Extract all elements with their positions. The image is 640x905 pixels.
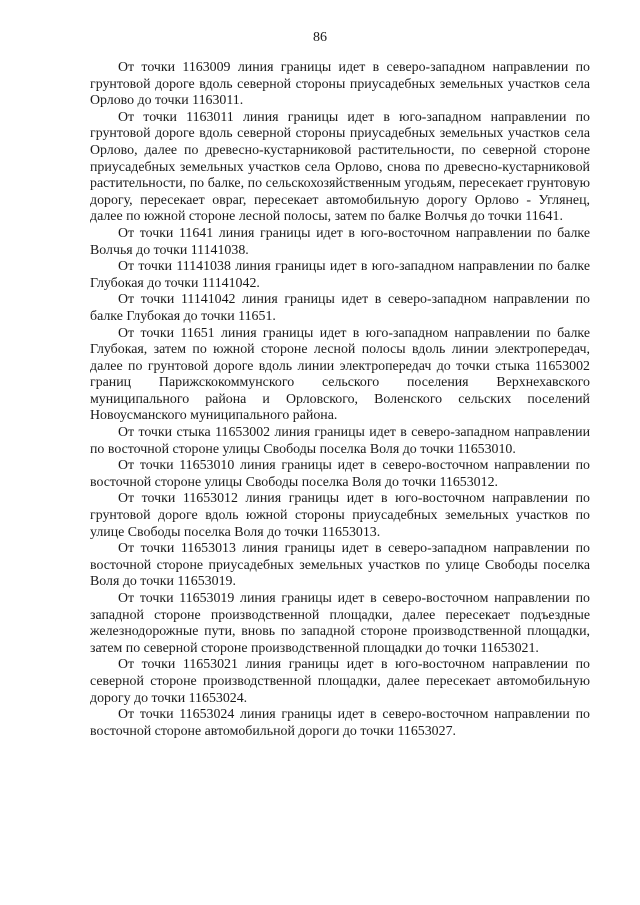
paragraph: От точки 11653019 линия границы идет в северо-восточном направлении по западной стороне производственной площадки, далее пересекает подъездные железнодорожные пути, вновь по западной стороне производственной площадки, затем по северной стороне производственной площадки до точки 11653021. — [90, 591, 590, 656]
paragraph: От точки 11651 линия границы идет в юго-западном направлении по балке Глубокая, затем по южной стороне лесной полосы вдоль линии электропередач, далее по грунтовой дороге вдоль линии электропередач до точки стыка 11653002 границ Парижскокоммунского сельского поселения Верхнехавского муниципального района и Орловского, Воленского сельских поселений Новоусманского муниципального района. — [90, 325, 590, 424]
paragraph: От точки стыка 11653002 линия границы идет в северо-западном направлении по восточной стороне улицы Свободы поселка Воля до точки 11653010. — [90, 425, 590, 457]
paragraph: От точки 11653024 линия границы идет в северо-восточном направлении по восточной стороне автомобильной дороги до точки 11653027. — [90, 707, 590, 739]
paragraph: От точки 11653013 линия границы идет в северо-западном направлении по восточной стороне приусадебных земельных участков по улице Свободы поселка Воля до точки 11653019. — [90, 541, 590, 590]
paragraph: От точки 11653010 линия границы идет в северо-восточном направлении по восточной стороне улицы Свободы поселка Воля до точки 11653012. — [90, 458, 590, 490]
document-body — [90, 60, 590, 740]
paragraph: От точки 11653021 линия границы идет в юго-восточном направлении по северной стороне производственной площадки, далее пересекает автомобильную дорогу до точки 11653024. — [90, 657, 590, 706]
paragraph: От точки 1163011 линия границы идет в юго-западном направлении по грунтовой дороге вдоль северной стороны приусадебных земельных участков села Орлово, далее по древесно-кустарниковой растительности, по северной стороне приусадебных земельных участков села Орлово, снова по древесно-кустарниковой растительности, по балке, по сельскохозяйственным угодьям, пересекает грунтовую дорогу, пересекает овраг, пересекает автомобильную дорогу Орлово - Углянец, далее по южной стороне лесной полосы, затем по балке Волчья до точки 11641. — [90, 109, 590, 225]
paragraph: От точки 1163009 линия границы идет в северо-западном направлении по грунтовой дороге вдоль северной стороны приусадебных земельных участков села Орлово до точки 1163011. — [90, 60, 590, 109]
page-number: 86 — [313, 30, 327, 45]
paragraph: От точки 11141038 линия границы идет в юго-западном направлении по балке Глубокая до точки 11141042. — [90, 259, 590, 291]
paragraph: От точки 11641 линия границы идет в юго-восточном направлении по балке Волчья до точки 11141038. — [90, 225, 590, 258]
paragraph: От точки 11653012 линия границы идет в юго-восточном направлении по грунтовой дороге вдоль южной стороны приусадебных земельных участков по улице Свободы поселка Воля до точки 11653013. — [90, 491, 590, 540]
paragraph: От точки 11141042 линия границы идет в северо-западном направлении по балке Глубокая до точки 11651. — [90, 292, 590, 324]
